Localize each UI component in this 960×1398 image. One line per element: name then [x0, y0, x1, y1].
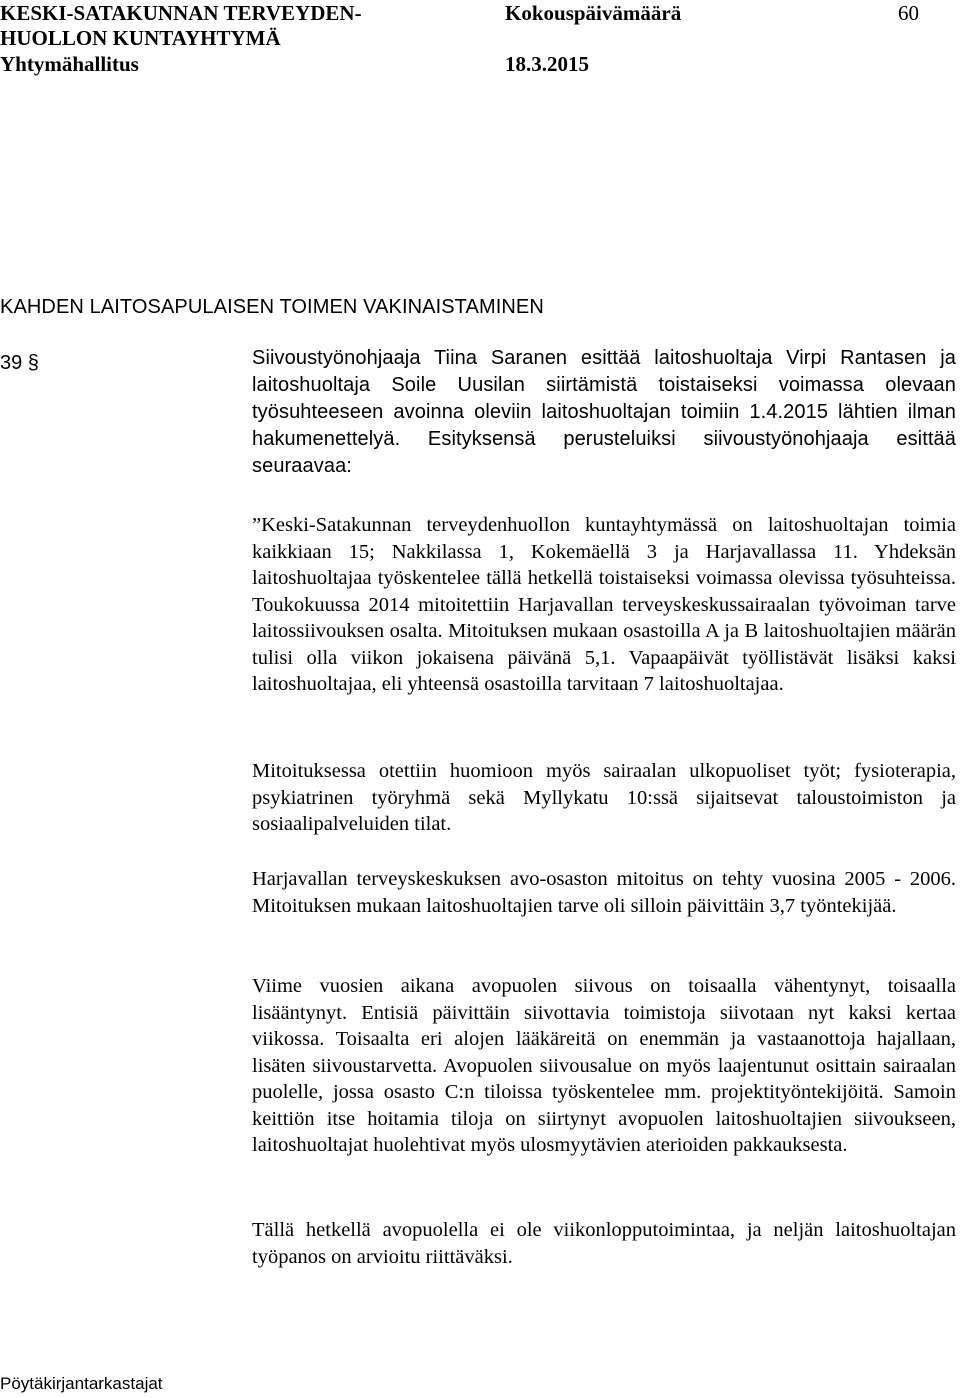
item-number: 39 § — [0, 352, 39, 374]
meeting-date-label: Kokouspäivämäärä — [505, 1, 682, 25]
cleaning-changes-paragraph: Viime vuosien aikana avopuolen siivous on toisaalla vähentynyt, toisaalla lisääntynyt. Entisiä päivittäin siivottavia toimistoja siivotaan nyt kaksi kertaa viikossa. Toisaalta eri alojen lääkäreitä on enemmän ja vastaanottoja hajallaan, lisäten siivoustarvetta. Avopuolen siivousalue on myös laajentunut osittain sairaalan puolelle, jossa osasto C:n tiloissa työskentelee mm. projektityöntekijöitä. Samoin keittiön itse hoitamia tiloja on siirtynyt avopuolen laitoshuoltajien siivoukseen, laitoshuoltajat huolehtivat myös ulosmyytävien aterioiden pakkauksesta. — [252, 975, 956, 1156]
meeting-date-value: 18.3.2015 — [505, 52, 589, 76]
organization-name-line1: KESKI-SATAKUNNAN TERVEYDEN- — [0, 1, 362, 25]
section-title: KAHDEN LAITOSAPULAISEN TOIMEN VAKINAISTAMINEN — [0, 296, 544, 318]
page-number: 60 — [898, 1, 919, 25]
quoted-proposal-paragraph: ”Keski-Satakunnan terveydenhuollon kuntayhtymässä on laitoshuoltajan toimia kaikkiaan 15; Nakkilassa 1, Kokemäellä 3 ja Harjavallassa 11. Yhdeksän laitoshuoltajaa työskentelee tällä hetkellä toistaiseksi voimassa olevissa työsuhteissa. Toukokuussa 2014 mitoitettiin Harjavallan terveyskeskussairaalan työvoiman tarve laitossiivouksen osalta. Mitoituksen mukaan osastoilla A ja B laitoshuoltajien määrän tulisi olla viikon jokaisena päivänä 5,1. Vapaapäivät työllistävät lisäksi kaksi laitoshuoltajaa, eli yhteensä osastoilla tarvitaan 7 laitoshuoltajaa. — [252, 514, 956, 695]
minutes-reviewers-label: Pöytäkirjantarkastajat — [0, 1374, 163, 1393]
intro-paragraph: Siivoustyönohjaaja Tiina Saranen esittää laitoshuoltaja Virpi Rantasen ja laitoshuoltaja Soile Uusilan siirtämistä toistaiseksi voimassa olevaan työsuhteeseen avoinna oleviin laitoshuoltajan toimiin 1.4.2015 lähtien ilman hakumenettelyä. Esityksensä perusteluiksi siivoustyönohjaaja esittää seuraavaa: — [252, 347, 956, 477]
staffing-scope-paragraph: Mitoituksessa otettiin huomioon myös sairaalan ulkopuoliset työt; fysioterapia, psykiatrinen työryhmä sekä Myllykatu 10:ssä sijaitsevat taloustoimiston ja sosiaalipalveluiden tilat. — [252, 760, 956, 835]
outpatient-staffing-paragraph: Harjavallan terveyskeskuksen avo-osaston mitoitus on tehty vuosina 2005 - 2006. Mitoituksen mukaan laitoshuoltajien tarve oli silloin päivittäin 3,7 työntekijää. — [252, 868, 956, 917]
meeting-body-name: Yhtymähallitus — [0, 52, 139, 76]
organization-name-line2: HUOLLON KUNTAYHTYMÄ — [0, 26, 281, 50]
weekend-operations-paragraph: Tällä hetkellä avopuolella ei ole viikonlopputoimintaa, ja neljän laitoshuoltajan työpanos on arvioitu riittäväksi. — [252, 1219, 956, 1268]
